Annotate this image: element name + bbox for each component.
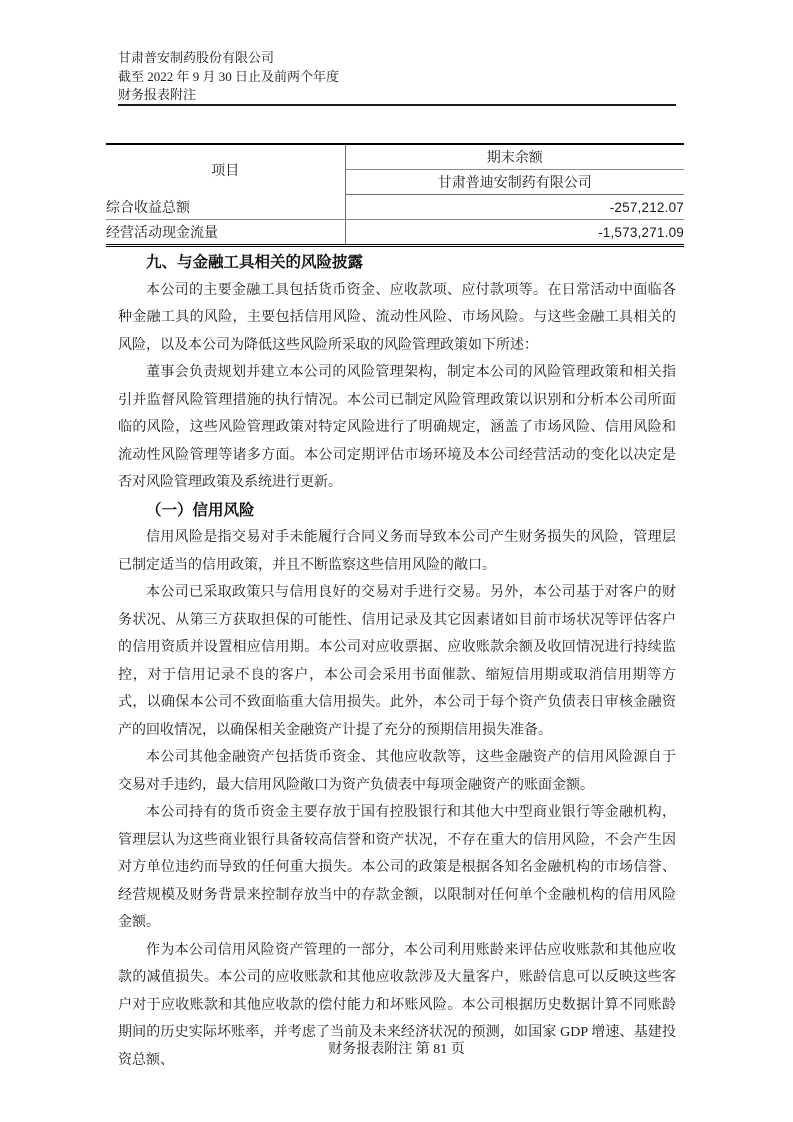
column-header-item: 项目 [106, 144, 345, 195]
header-divider-rule [118, 104, 676, 106]
section-title-risk-disclosure: 九、与金融工具相关的风险披露 [146, 254, 364, 271]
header-period: 截至 2022 年 9 月 30 日止及前两个年度 [118, 68, 340, 84]
column-header-entity: 甘肃普迪安制药有限公司 [345, 170, 684, 195]
paragraph: 本公司已采取政策只与信用良好的交易对手进行交易。另外，本公司基于对客户的财务状况、从第三方获取担保的可能性、信用记录及其它因素诸如目前市场状况等评估客户的信用资质并设置相应信用期。本公司对应收票据、应收账款余额及收回情况进行持续监控，对于信用记录不良的客户，本公司会采用书面催款、缩短信用期或取消信用期等方式，以确保本公司不致面临重大信用损失。此外，本公司于每个资产负债表日审核金融资产的回收情况，以确保相关金融资产计提了充分的预期信用损失准备。 [118, 585, 676, 738]
paragraph: 本公司其他金融资产包括货币资金、其他应收款等，这些金融资产的信用风险源自于交易对手违约，最大信用风险敞口为资产负债表中每项金融资产的账面金额。 [118, 750, 676, 793]
column-header-ending-balance: 期末余额 [345, 144, 684, 170]
paragraph: 本公司持有的货币资金主要存放于国有控股银行和其他大中型商业银行等金融机构，管理层认为这些商业银行具备较高信誉和资产状况，不存在重大的信用风险，不会产生因对方单位违约而导致的任何重大损失。本公司的政策是根据各知名金融机构的市场信誉、经营规模及财务背景来控制存放当中的存款金额，以限制对任何单个金融机构的信用风险金额。 [118, 805, 676, 930]
footer-page-label: 财务报表附注 第 81 页 [328, 1042, 465, 1057]
paragraph: 本公司的主要金融工具包括货币资金、应收款项、应付款项等。在日常活动中面临各种金融工具的风险，主要包括信用风险、流动性风险、市场风险。与这些金融工具相关的风险，以及本公司为降低这些风险所采取的风险管理政策如下所述： [118, 282, 676, 353]
paragraph: 作为本公司信用风险资产管理的一部分，本公司利用账龄来评估应收账款和其他应收款的减值损失。本公司的应收账款和其他应收款涉及大量客户，账龄信息可以反映这些客户对于应收账款和其他应收款的偿付能力和坏账风险。本公司根据历史数据计算不同账龄期间的历史实际坏账率，并考虑了当前及未来经济状况的预测，如国家 GDP 增速、基建投资总额、 [118, 942, 676, 1068]
paragraph: 董事会负责规划并建立本公司的风险管理架构，制定本公司的风险管理政策和相关指引并监督风险管理措施的执行情况。本公司已制定风险管理政策以识别和分析本公司所面临的风险，这些风险管理政策对特定风险进行了明确规定，涵盖了市场风险、信用风险和流动性风险管理等诸多方面。本公司定期评估市场环境及本公司经营活动的变化以决定是否对风险管理政策及系统进行更新。 [118, 365, 676, 490]
row-item-label: 经营活动现金流量 [106, 220, 345, 246]
table-header-row-1 [106, 144, 684, 170]
header-doc-title: 财务报表附注 [118, 87, 197, 102]
table-row [106, 220, 684, 246]
header-company-name: 甘肃普安制药股份有限公司 [118, 50, 275, 65]
row-item-value: -1,573,271.09 [598, 224, 684, 240]
page-footer [0, 1038, 793, 1058]
paragraph: 信用风险是指交易对手未能履行合同义务而导致本公司产生财务损失的风险，管理层已制定适当的信用政策，并且不断监察这些信用风险的敞口。 [118, 530, 676, 573]
subsection-title-credit-risk: （一）信用风险 [146, 501, 255, 519]
row-item-value: -257,212.07 [345, 195, 684, 220]
row-item-label: 综合收益总额 [106, 195, 345, 220]
page-header [118, 49, 676, 105]
table-row [106, 195, 684, 220]
document-body [118, 249, 676, 1074]
ending-balance-table [106, 143, 684, 247]
